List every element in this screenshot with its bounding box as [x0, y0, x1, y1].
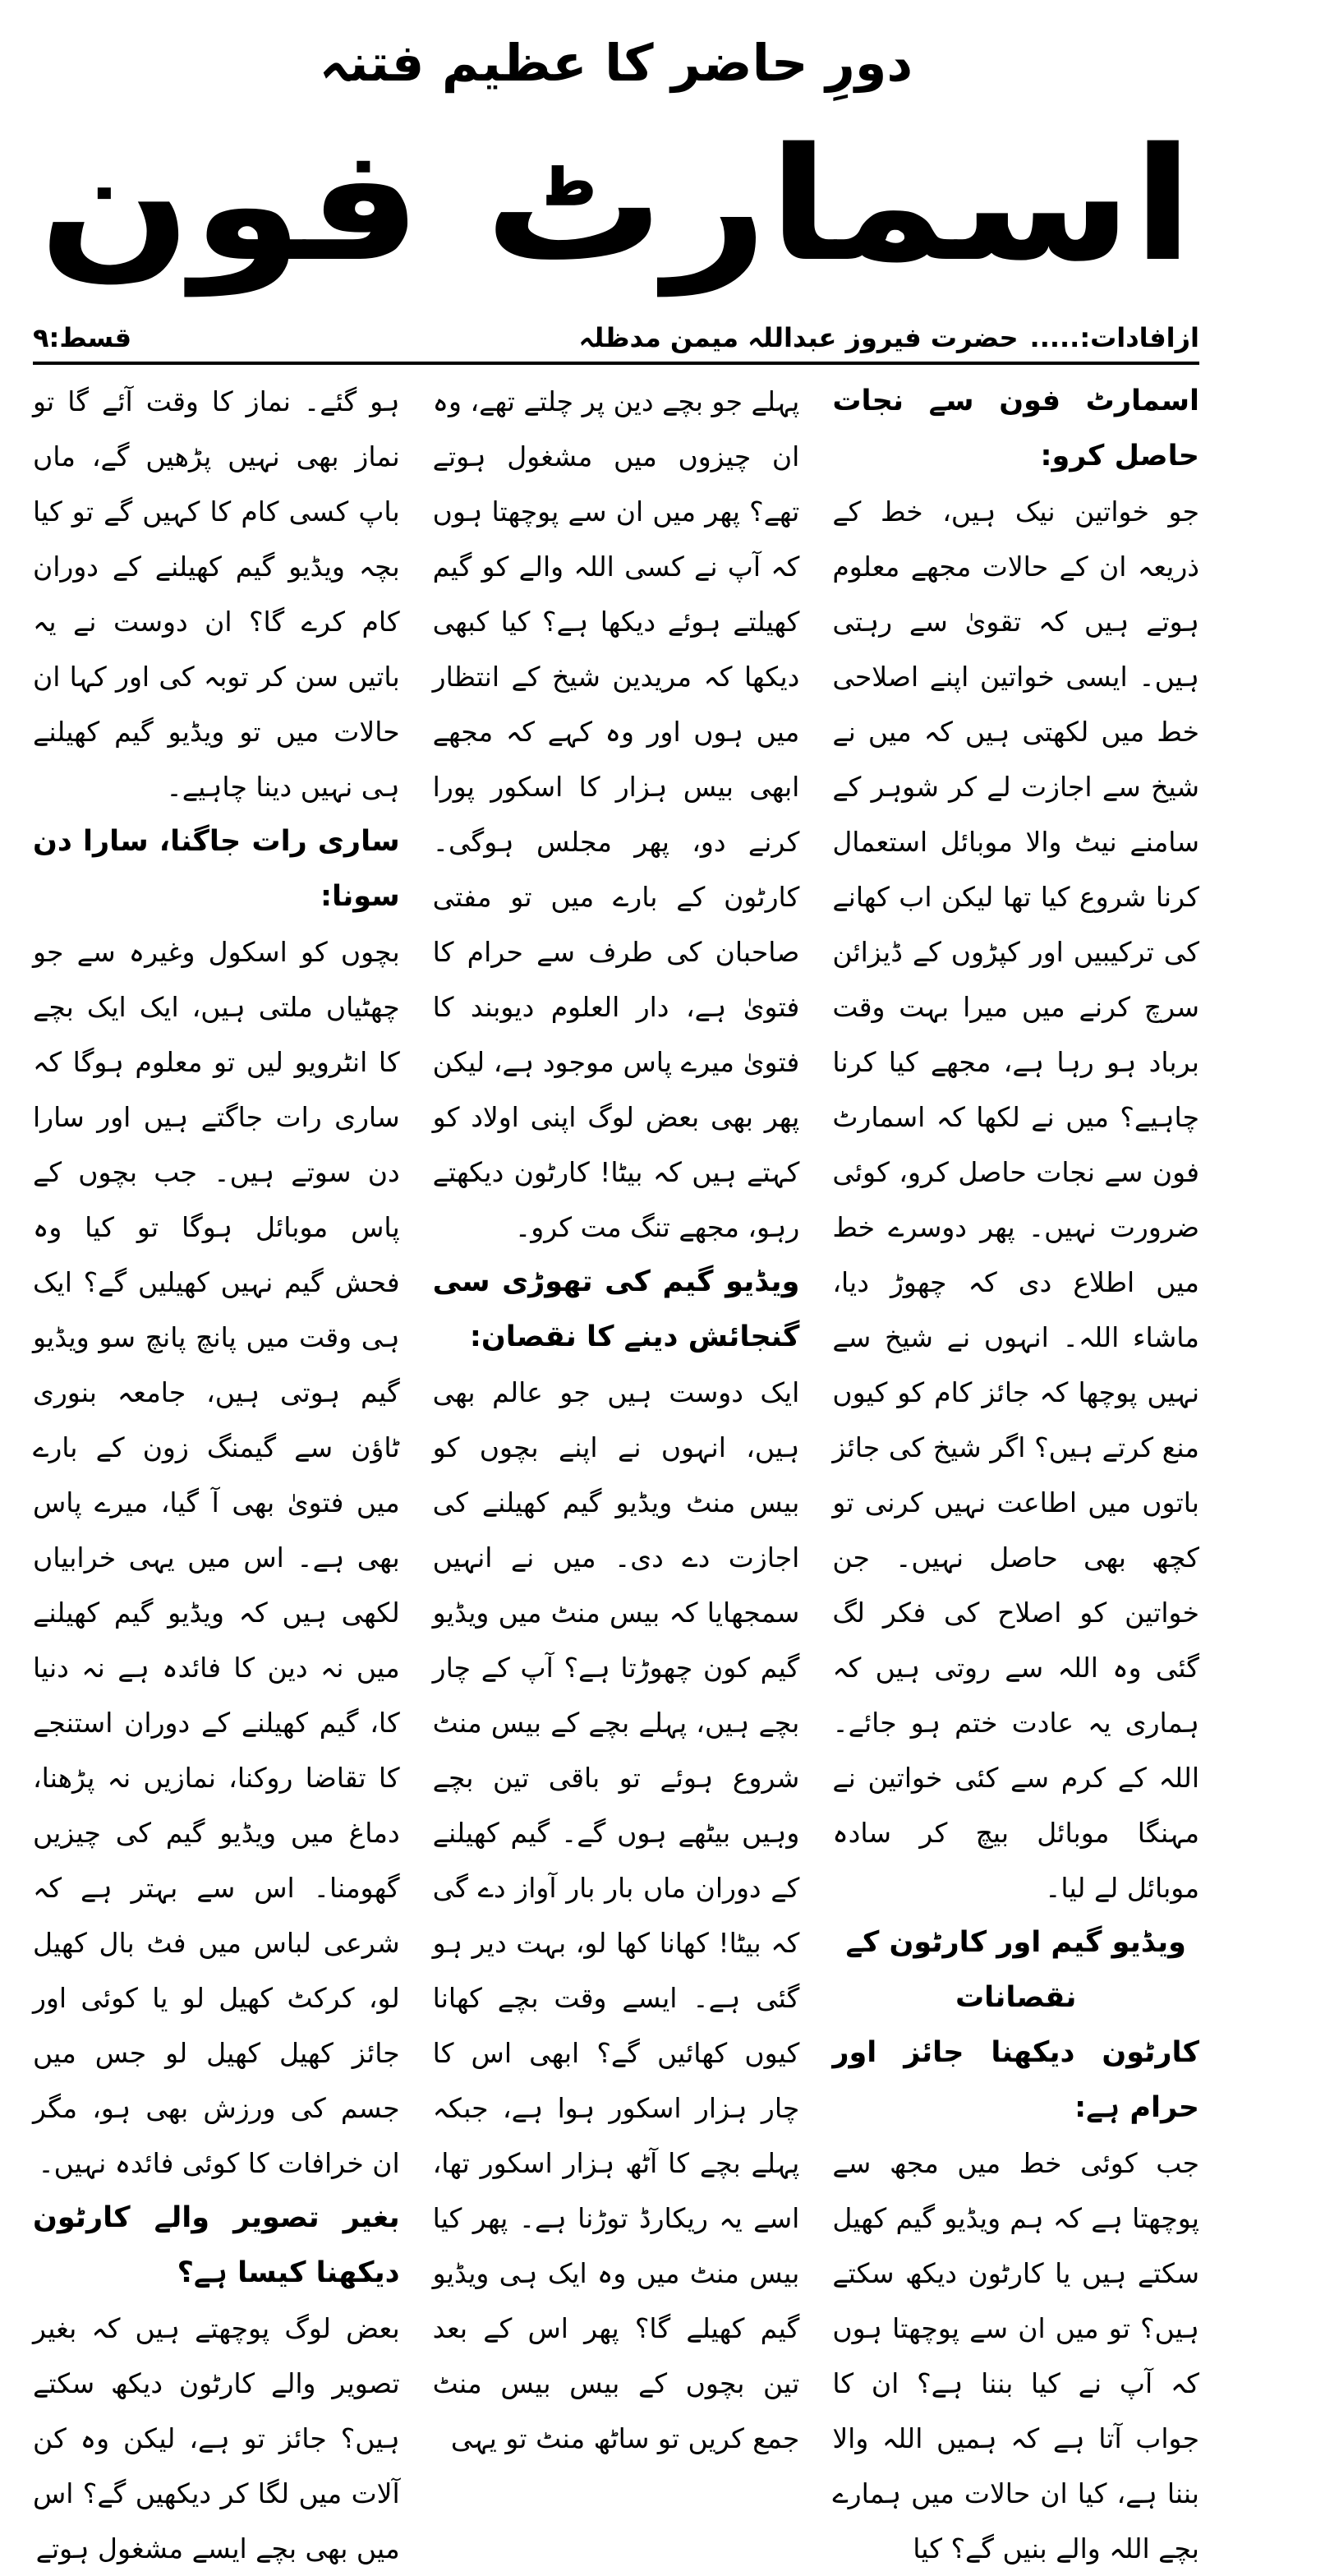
paragraph: جب کوئی خط میں مجھ سے پوچھتا ہے کہ ہم ویڈیو گیم کھیل سکتے ہیں یا کارٹون دیکھ سکتے ہیں؟ تو میں ان سے پوچھتا ہوں کہ آپ نے کیا بننا ہے؟ ان کا جواب آتا ہے کہ ہمیں اللہ والا بننا ہے، کیا ان حالات میں ہمارے بچے اللہ والے بنیں گے؟ کیا — [832, 2147, 1199, 2564]
paragraph: پہلے جو بچے دین پر چلتے تھے، وہ ان چیزوں میں مشغول ہوتے تھے؟ پھر میں ان سے پوچھتا ہوں کہ آپ نے کسی اللہ والے کو گیم کھیلتے ہوئے دیکھا ہے؟ کیا کبھی دیکھا کہ مریدین شیخ کے انتظار میں ہوں اور وہ کہے کہ مجھے ابھی بیس ہزار کا اسکور پورا کرنے دو، پھر مجلس ہوگی۔ کارٹون کے بارے میں تو مفتی صاحبان کی طرف سے حرام کا فتویٰ ہے، دار العلوم دیوبند کا فتویٰ میرے پاس موجود ہے، لیکن پھر بھی بعض لوگ اپنی اولاد کو کہتے ہیں کہ بیٹا! کارٹون دیکھتے رہو، مجھے تنگ مت کرو۔ — [432, 385, 800, 1243]
attribution — [568, 322, 1199, 353]
column-1 — [832, 374, 1199, 2564]
page-title: اسمارٹ فون — [38, 114, 1194, 296]
section-heading: بغیر تصویر والے کارٹون دیکھنا کیسا ہے؟ — [32, 2201, 400, 2289]
section-heading: ویڈیو گیم کی تھوڑی سی گنجائش دینے کا نقصان: — [432, 1265, 800, 1353]
paragraph: ہو گئے۔ نماز کا وقت آئے گا تو نماز بھی نہیں پڑھیں گے، ماں باپ کسی کام کا کہیں گے تو کیا بچہ ویڈیو گیم کھیلنے کے دوران کام کرے گا؟ ان دوست نے یہ باتیں سن کر توبہ کی اور کہا ان حالات میں تو ویڈیو گیم کھیلنے ہی نہیں دینا چاہیے۔ — [32, 385, 400, 803]
kicker-heading: دورِ حاضر کا عظیم فتنہ — [319, 33, 913, 93]
section-heading: ویڈیو گیم اور کارٹون کے نقصانات — [845, 1926, 1186, 2014]
paragraph: بچوں کو اسکول وغیرہ سے جو چھٹیاں ملتی ہیں، ایک ایک بچے کا انٹرویو لیں تو معلوم ہوگا کہ ساری رات جاگتے ہیں اور سارا دن سوتے ہیں۔ جب بچوں کے پاس موبائل ہوگا تو کیا وہ فحش گیم نہیں کھیلیں گے؟ ایک ہی وقت میں پانچ پانچ سو ویڈیو گیم ہوتی ہیں، جامعہ بنوری ٹاؤن سے گیمنگ زون کے بارے میں فتویٰ بھی آ گیا، میرے پاس بھی ہے۔ اس میں یہی خرابیاں لکھی ہیں کہ ویڈیو گیم کھیلنے میں نہ دین کا فائدہ ہے نہ دنیا کا، گیم کھیلنے کے دوران استنجے کا تقاضا روکنا، نمازیں نہ پڑھنا، دماغ میں ویڈیو گیم کی چیزیں گھومنا۔ اس سے بہتر ہے کہ شرعی لباس میں فٹ بال کھیل لو، کرکٹ کھیل لو یا کوئی اور جائز کھیل کھیل لو جس میں جسم کی ورزش بھی ہو، مگر ان خرافات کا کوئی فائدہ نہیں۔ — [32, 936, 400, 2179]
section-heading: اسمارٹ فون سے نجات حاصل کرو: — [832, 385, 1199, 472]
paragraph: بعض لوگ پوچھتے ہیں کہ بغیر تصویر والے کارٹون دیکھ سکتے ہیں؟ جائز تو ہے، لیکن وہ کن آلات میں لگا کر دیکھیں گے؟ اس میں بھی بچے ایسے مشغول ہوتے — [32, 2312, 400, 2564]
episode-number: قسط:۹ — [33, 322, 132, 353]
attribution-label: ازافادات:..... — [1029, 322, 1199, 353]
column-2 — [432, 374, 800, 2454]
column-3 — [32, 374, 400, 2564]
article-body — [32, 374, 1199, 2564]
header-divider — [33, 362, 1199, 365]
paragraph: جو خواتین نیک ہیں، خط کے ذریعہ ان کے حالات مجھے معلوم ہوتے ہیں کہ تقویٰ سے رہتی ہیں۔ ایسی خواتین اپنے اصلاحی خط میں لکھتی ہیں کہ میں نے شیخ سے اجازت لے کر شوہر کے سامنے نیٹ والا موبائل استعمال کرنا شروع کیا تھا لیکن اب کھانے کی ترکیبیں اور کپڑوں کے ڈیزائن سرچ کرنے میں میرا بہت وقت برباد ہو رہا ہے، مجھے کیا کرنا چاہیے؟ میں نے لکھا کہ اسمارٹ فون سے نجات حاصل کرو، کوئی ضرورت نہیں۔ پھر دوسرے خط میں اطلاع دی کہ چھوڑ دیا، ماشاء اللہ۔ انہوں نے شیخ سے نہیں پوچھا کہ جائز کام کو کیوں منع کرتے ہیں؟ اگر شیخ کی جائز باتوں میں اطاعت نہیں کرنی تو کچھ بھی حاصل نہیں۔ جن خواتین کو اصلاح کی فکر لگ گئی وہ اللہ سے روتی ہیں کہ ہماری یہ عادت ختم ہو جائے۔ اللہ کے کرم سے کئی خواتین نے مہنگا موبائل بیچ کر سادہ موبائل لے لیا۔ — [832, 495, 1199, 1904]
author-name: حضرت فیروز عبداللہ میمن مدظلہ — [578, 322, 1019, 353]
section-heading: ساری رات جاگنا، سارا دن سونا: — [32, 825, 400, 913]
paragraph: ایک دوست ہیں جو عالم بھی ہیں، انہوں نے اپنے بچوں کو بیس منٹ ویڈیو گیم کھیلنے کی اجازت دے دی۔ میں نے انہیں سمجھایا کہ بیس منٹ میں ویڈیو گیم کون چھوڑتا ہے؟ آپ کے چار بچے ہیں، پہلے بچے کے بیس منٹ شروع ہوئے تو باقی تین بچے وہیں بیٹھے ہوں گے۔ گیم کھیلنے کے دوران ماں بار بار آواز دے گی کہ بیٹا! کھانا کھا لو، بہت دیر ہو گئی ہے۔ ایسے وقت بچے کھانا کیوں کھائیں گے؟ ابھی اس کا چار ہزار اسکور ہوا ہے، جبکہ پہلے بچے کا آٹھ ہزار اسکور تھا، اسے یہ ریکارڈ توڑنا ہے۔ پھر کیا بیس منٹ میں وہ ایک ہی ویڈیو گیم کھیلے گا؟ پھر اس کے بعد تین بچوں کے بیس بیس منٹ جمع کریں تو ساٹھ منٹ تو یہی — [432, 1376, 800, 2454]
byline — [33, 322, 1199, 363]
section-heading: کارٹون دیکھنا جائز اور حرام ہے: — [832, 2036, 1199, 2124]
